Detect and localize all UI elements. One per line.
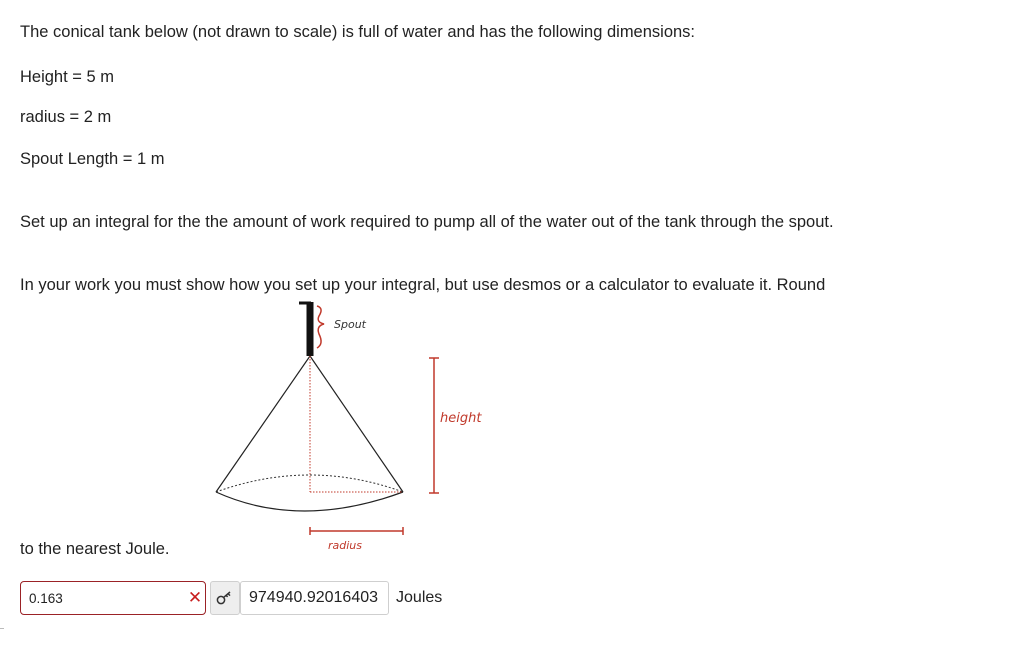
cone-bottom-arc — [216, 492, 403, 511]
show-answer-key-button[interactable] — [210, 581, 240, 615]
radius-dimension: radius = 2 m — [20, 108, 112, 126]
height-dimension: Height = 5 m — [20, 68, 115, 86]
spout-dimension: Spout Length = 1 m — [20, 150, 165, 168]
answer-input[interactable]: 0.163 — [20, 581, 206, 615]
incorrect-x-icon: ✕ — [187, 588, 203, 607]
cone-right-side — [310, 356, 403, 492]
answer-units: Joules — [396, 589, 443, 606]
question-instructions: In your work you must show how you set up your integral, but use desmos or a calculator to evaluate it. Round — [20, 276, 826, 294]
spout-brace — [317, 306, 324, 348]
key-icon — [216, 591, 234, 605]
spout-label: Spout — [334, 318, 366, 331]
page-corner-mark — [0, 628, 4, 629]
correct-answer-value: 974940.92016403 — [240, 581, 389, 615]
radius-label: radius — [328, 539, 363, 552]
height-label: height — [440, 411, 482, 426]
question-intro: The conical tank below (not drawn to scale) is full of water and has the following dimensions: — [20, 23, 696, 41]
cone-left-side — [216, 356, 310, 492]
conical-tank-diagram — [200, 298, 510, 558]
question-rounding: to the nearest Joule. — [20, 540, 170, 558]
answer-row — [20, 580, 442, 616]
question-setup: Set up an integral for the the amount of work required to pump all of the water out of the tank through the spout. — [20, 213, 834, 231]
